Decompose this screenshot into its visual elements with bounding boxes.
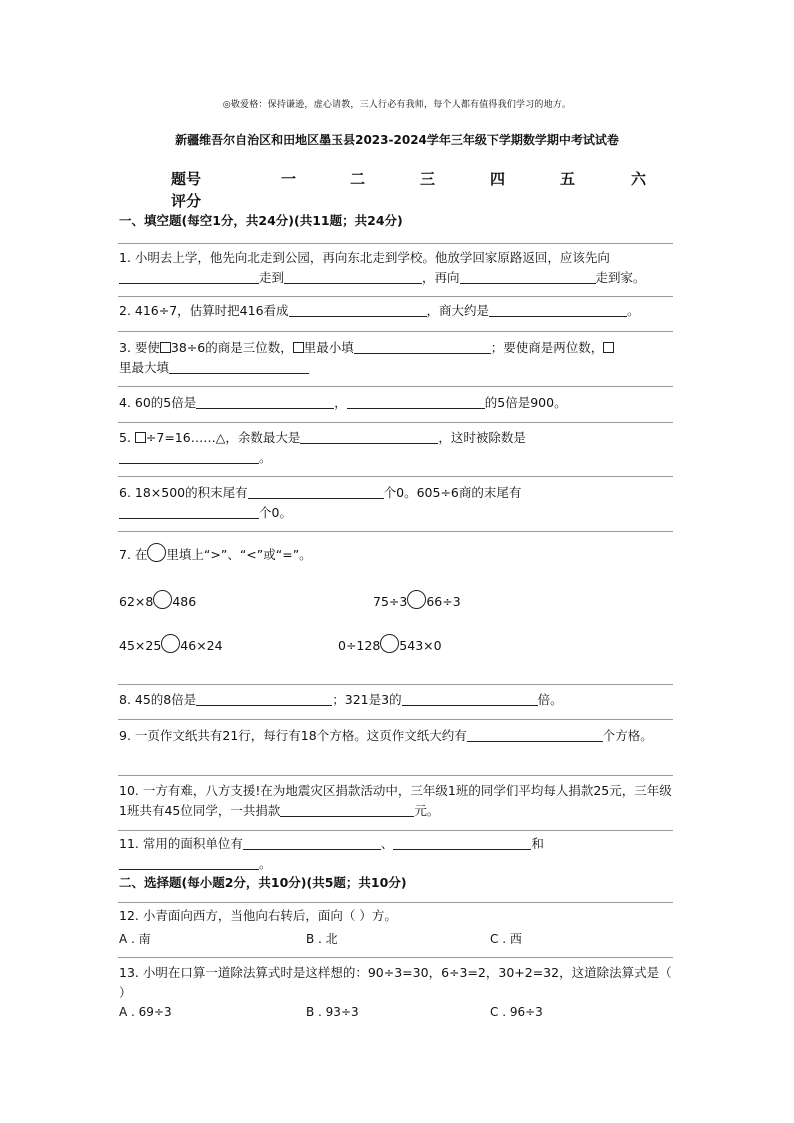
q13-stem: 13. 小明在口算一道除法算式时是这样想的：90÷3=30，6÷3=2，30+2=32，这道除法算式是（ ）	[119, 965, 672, 1000]
q3-text: 3. 要使	[119, 340, 160, 355]
compare-a-right: 486	[172, 594, 197, 609]
divider	[118, 243, 673, 244]
question-1	[119, 248, 675, 288]
empty-box-icon	[293, 342, 304, 353]
q8-blank-2[interactable]	[402, 692, 538, 706]
divider	[118, 957, 673, 958]
q12-option-c[interactable]: C . 西	[490, 932, 522, 946]
q8-text: 倍。	[537, 692, 563, 707]
divider	[118, 296, 673, 297]
q5-blank-1[interactable]	[300, 430, 438, 444]
divider	[118, 331, 673, 332]
compare-a-left: 62×8	[119, 594, 154, 609]
question-7	[119, 543, 675, 565]
divider	[118, 775, 673, 776]
q1-text: 走到家。	[595, 270, 646, 285]
q3-text: ；要使商是两位数，	[490, 340, 604, 355]
compare-b	[373, 590, 461, 609]
q12-option-b[interactable]: B . 北	[306, 932, 338, 946]
compare-circle-input[interactable]	[153, 590, 172, 609]
divider	[118, 476, 673, 477]
question-12	[119, 906, 675, 926]
divider	[118, 684, 673, 685]
score-col-2: 二	[350, 170, 366, 188]
motto-line: ◎敬爱格：保持谦逊，虚心请教，三人行必有我师，每个人都有值得我们学习的地方。	[222, 100, 572, 110]
q1-blank-2[interactable]	[284, 270, 422, 284]
q6-blank-2[interactable]	[119, 505, 259, 519]
divider	[118, 531, 673, 532]
divider	[118, 719, 673, 720]
q4-text: 4. 60的5倍是	[119, 395, 197, 410]
compare-d-left: 0÷128	[338, 638, 381, 653]
q2-blank-1[interactable]	[289, 303, 427, 317]
q13-option-c[interactable]: C . 96÷3	[490, 1005, 543, 1019]
q1-text: 1. 小明去上学，他先向北走到公园，再向东北走到学校。他放学回家原路返回，应该先向	[119, 250, 610, 265]
compare-c-right: 46×24	[180, 638, 223, 653]
q11-text: 、	[380, 836, 394, 851]
q6-blank-1[interactable]	[248, 485, 384, 499]
q4-text: 的5倍是900。	[484, 395, 567, 410]
q4-blank-2[interactable]	[347, 395, 485, 409]
q2-text: ，商大约是	[426, 303, 490, 318]
compare-d	[338, 634, 442, 653]
q10-blank-1[interactable]	[280, 803, 414, 817]
q11-text: 11. 常用的面积单位有	[119, 836, 243, 851]
q3-text: 里最大填	[119, 360, 170, 375]
question-3	[119, 338, 675, 378]
q1-text: ，再向	[422, 270, 460, 285]
q6-text: 个0。605÷6商的末尾有	[383, 485, 522, 500]
q6-text: 6. 18×500的积末尾有	[119, 485, 248, 500]
q2-text: 。	[627, 303, 640, 318]
section-2-heading: 二、选择题(每小题2分，共10分)(共5题；共10分)	[119, 875, 407, 890]
q4-text: ，	[334, 395, 347, 410]
score-table-number-label: 题号	[171, 170, 202, 188]
compare-b-right: 66÷3	[426, 594, 461, 609]
score-table-score-label: 评分	[171, 192, 202, 210]
q3-text: 里最小填	[303, 340, 354, 355]
empty-box-icon	[135, 432, 146, 443]
divider	[118, 830, 673, 831]
q3-blank-1[interactable]	[354, 340, 491, 354]
compare-c-left: 45×25	[119, 638, 162, 653]
q5-text: 。	[259, 450, 272, 465]
q12-stem: 12. 小青面向西方，当他向右转后，面向（ ）方。	[119, 908, 397, 923]
q11-blank-3[interactable]	[119, 856, 259, 870]
q9-text: 9. 一页作文纸共有21行，每行有18个方格。这页作文纸大约有	[119, 728, 467, 743]
question-5	[119, 428, 675, 468]
exam-title: 新疆维吾尔自治区和田地区墨玉县2023-2024学年三年级下学期数学期中考试试卷	[175, 133, 619, 147]
compare-d-right: 543×0	[399, 638, 442, 653]
q5-text: ，这时被除数是	[438, 430, 526, 445]
compare-circle-input[interactable]	[407, 590, 426, 609]
q10-text: 10. 一方有难，八方支援!在为地震灾区捐款活动中，三年级1班的同学们平均每人捐款25元，三年级1班共有45位同学，一共捐款	[119, 783, 672, 818]
q13-option-b[interactable]: B . 93÷3	[306, 1005, 359, 1019]
q5-blank-2[interactable]	[119, 450, 259, 464]
q3-text: 38÷6的商是三位数，	[170, 340, 293, 355]
q13-option-a[interactable]: A . 69÷3	[119, 1005, 172, 1019]
q1-text: 走到	[259, 270, 285, 285]
q7-text: 7. 在	[119, 547, 148, 562]
q9-blank-1[interactable]	[467, 728, 603, 742]
question-10	[119, 781, 675, 821]
q1-blank-3[interactable]	[460, 270, 596, 284]
q5-text: ÷7=16……△，余数最大是	[145, 430, 301, 445]
q11-blank-1[interactable]	[243, 836, 381, 850]
score-col-5: 五	[560, 170, 576, 188]
compare-circle-input[interactable]	[380, 634, 399, 653]
score-col-3: 三	[420, 170, 436, 188]
q12-option-a[interactable]: A . 南	[119, 932, 151, 946]
q6-text: 个0。	[259, 505, 292, 520]
score-col-6: 六	[631, 170, 647, 188]
q2-text: 2. 416÷7，估算时把416看成	[119, 303, 289, 318]
question-8	[119, 690, 675, 710]
score-col-4: 四	[490, 170, 506, 188]
q1-blank-1[interactable]	[119, 270, 259, 284]
empty-box-icon	[603, 342, 614, 353]
question-2	[119, 301, 675, 321]
circle-icon	[147, 543, 166, 562]
q5-text: 5.	[119, 430, 135, 445]
q11-text: 。	[259, 856, 272, 871]
compare-b-left: 75÷3	[373, 594, 408, 609]
compare-c	[119, 634, 223, 653]
compare-circle-input[interactable]	[161, 634, 180, 653]
section-1-heading: 一、填空题(每空1分，共24分)(共11题；共24分)	[119, 213, 403, 228]
q2-blank-2[interactable]	[489, 303, 627, 317]
compare-a	[119, 590, 196, 609]
question-6	[119, 483, 675, 523]
q8-blank-1[interactable]	[196, 692, 332, 706]
q8-text: 8. 45的8倍是	[119, 692, 197, 707]
divider	[118, 386, 673, 387]
divider	[118, 902, 673, 903]
question-13	[119, 963, 675, 1003]
q7-text: 里填上“>”、“<”或“=”。	[166, 547, 312, 562]
question-9	[119, 726, 675, 746]
q9-text: 个方格。	[602, 728, 653, 743]
score-col-1: 一	[281, 170, 297, 188]
q8-text: ；321是3的	[332, 692, 402, 707]
q11-text: 和	[531, 836, 544, 851]
q4-blank-1[interactable]	[196, 395, 334, 409]
empty-box-icon	[160, 342, 171, 353]
q3-blank-2[interactable]	[169, 360, 309, 374]
question-4	[119, 393, 675, 413]
q10-text: 元。	[414, 803, 440, 818]
question-11	[119, 834, 675, 874]
divider	[118, 422, 673, 423]
q11-blank-2[interactable]	[393, 836, 531, 850]
